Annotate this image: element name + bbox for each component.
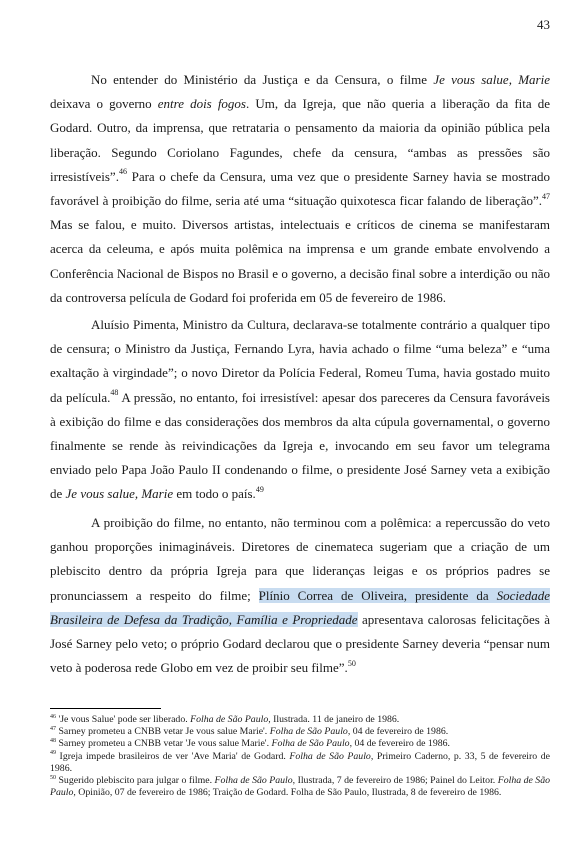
- footnote-49: $^{49}$ Igreja impede brasileiros de ver 'Ave Maria' de Godard. Folha de São Paulo, Primeiro Caderno, p. 33, 5 de fevereiro de 1986.: [50, 750, 550, 774]
- footnote-50: $^{50}$ Sugerido plebiscito para julgar o filme. Folha de São Paulo, Ilustrada, 7 de fevereiro de 1986; Painel do Leitor. Folha de São Paulo, Opinião, 07 de fevereiro de 1986; Traição de Godard. Folha de São Paulo, Ilustrada, 8 de fevereiro de 1986.: [50, 774, 551, 799]
- footnote-ref-48[interactable]: 48: [110, 388, 119, 398]
- paragraph-1: No entender do Ministério da Justiça e da Censura, o filme Je vous salue, Marie deixava o governo entre dois fogos. Um, da Igreja, que não queria a liberação da fita de Godard. Outro, da imprensa, que retrataria o pensamento da maioria da opinião pública pela liberação. Segundo Coriolano Fagundes, chefe da censura, “ambas as pressões são irresistíveis”.$^{46}$ Para o chefe da Censura, uma vez que o presidente Sarney havia se mostrado favorável à proibição do filme, seria até uma “situação quixotesca ficar falando de liberação”.$^{47}$ Mas se falou, e muito. Diversos artistas, intelectuais e críticos de cinema se manifestaram acerca da celeuma, e após muita polêmica na imprensa e um grande embate envolvendo a Conferência Nacional de Bispos no Brasil e o governo, a decisão final sobre a interdição ou não da controversa película de Godard foi proferida em 05 de fevereiro de 1986.: [50, 72, 550, 305]
- footnote-47: $^{47}$ Sarney prometeu a CNBB vetar Je vous salue Marie'. Folha de São Paulo, 04 de fevereiro de 1986.: [50, 725, 449, 738]
- footnote-ref-46[interactable]: 46: [118, 167, 127, 177]
- footnote-ref-50[interactable]: 50: [347, 658, 356, 668]
- page-number: 43: [537, 17, 550, 32]
- paragraph-2: Aluísio Pimenta, Ministro da Cultura, declarava-se totalmente contrário a qualquer tipo de censura; o Ministro da Justiça, Fernando Lyra, havia achado o filme “uma beleza” e “uma exaltação à virgindade”; o novo Diretor da Polícia Federal, Romeu Tuma, havia gostado muito da película.$^{48}$ A pressão, no entanto, foi irresistível: apesar dos pareceres da Censura favoráveis à exibição do filme e das considerações dos membros da alta cúpula governamental, o governo finalmente se rende às reivindicações da Igreja e, invocando em seu favor um telegrama enviado pelo Papa João Paulo II condenando o filme, o presidente José Sarney veta a exibição de Je vous salue, Marie em todo o país.$^{49}$: [50, 317, 550, 502]
- footnotes: [50, 714, 550, 799]
- footnote-ref-49[interactable]: 49: [255, 485, 264, 495]
- highlighted-selection[interactable]: Plínio Correa de Oliveira, presidente da Sociedade Brasileira de Defesa da Tradição, Família e Propriedade: [50, 587, 550, 627]
- footnote-separator: [50, 708, 161, 709]
- footnote-48: $^{48}$ Sarney prometeu a CNBB vetar 'Je vous salue Marie'. Folha de São Paulo, 04 de fevereiro de 1986.: [50, 738, 450, 750]
- footnote-ref-47[interactable]: 47: [542, 191, 550, 201]
- paragraph-3: A proibição do filme, no entanto, não terminou com a polêmica: a repercussão do veto ganhou proporções inimagináveis. Diretores de cinemateca sugeriam que a criação de um plebiscito dentro da própria Igreja para que lideranças leigas e os próprios padres se pronunciassem a respeito do filme; Plínio Correa de Oliveira, presidente da Sociedade Brasileira de Defesa da Tradição, Família e Propriedade apresentava calorosas felicitações à José Sarney pelo veto; o próprio Godard declarou que o presidente Sarney deveria “pensar num veto à poderosa rede Globo em vez de proibir seu filme”.$^{50}$: [50, 515, 550, 676]
- footnote-46: $^{46}$ 'Je vous Salue' pode ser liberado. Folha de São Paulo, Ilustrada. 11 de janeiro de 1986.: [50, 713, 400, 725]
